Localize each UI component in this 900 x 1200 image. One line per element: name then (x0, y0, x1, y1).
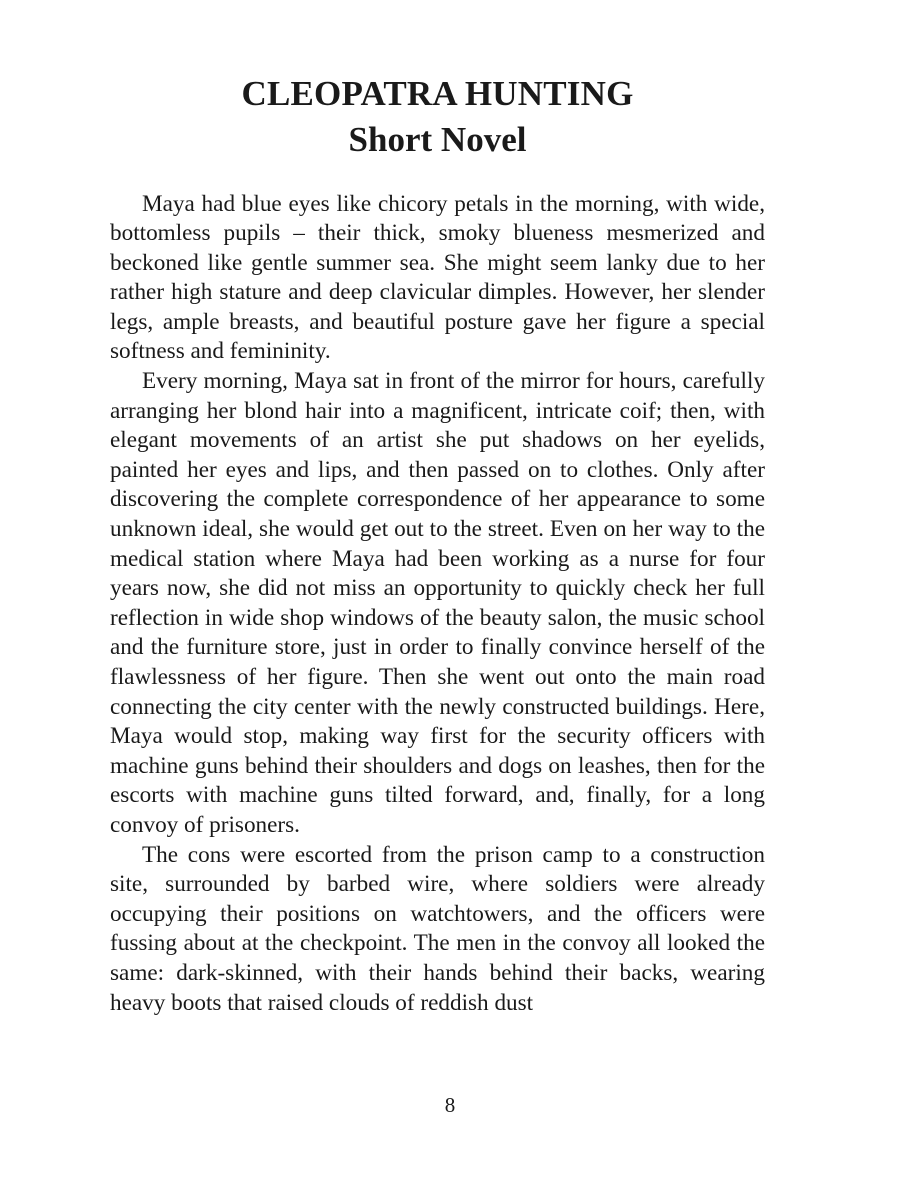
body-text (110, 190, 765, 1019)
paragraph: Every morning, Maya sat in front of the mirror for hours, carefully arranging her blond hair into a magnificent, intricate coif; then, with elegant movements of an artist she put shadows on her eyelids, painted her eyes and lips, and then passed on to clothes. Only after discovering the complete correspondence of her appearance to some unknown ideal, she would get out to the street. Even on her way to the medical station where Maya had been working as a nurse for four years now, she did not miss an opportunity to quickly check her full reflection in wide shop windows of the beauty salon, the music school and the furniture store, just in order to finally convince herself of the flawlessness of her figure. Then she went out onto the main road connecting the city center with the newly constructed buildings. Here, Maya would stop, making way first for the security officers with machine guns behind their shoulders and dogs on leashes, then for the escorts with machine guns tilted forward, and, finally, for a long convoy of prisoners. (110, 368, 765, 838)
page-content (110, 72, 765, 1018)
paragraph: The cons were escorted from the prison camp to a construction site, surrounded by barbed wire, where soldiers were already occupying their positions on watchtowers, and the officers were fussing about at the checkpoint. The men in the convoy all looked the same: dark-skinned, with their hands behind their backs, wearing heavy boots that raised clouds of reddish dust (110, 841, 765, 1016)
page-number: 8 (444, 1093, 456, 1117)
paragraph: Maya had blue eyes like chicory petals in the morning, with wide, bottomless pupils – their thick, smoky blueness mesmerized and beckoned like gentle summer sea. She might seem lanky due to her rather high stature and deep clavicular dimples. However, her slender legs, ample breasts, and beautiful posture gave her figure a special softness and femininity. (110, 190, 765, 365)
book-subtitle: Short Novel (348, 119, 527, 159)
book-title: CLEOPATRA HUNTING (241, 74, 634, 113)
